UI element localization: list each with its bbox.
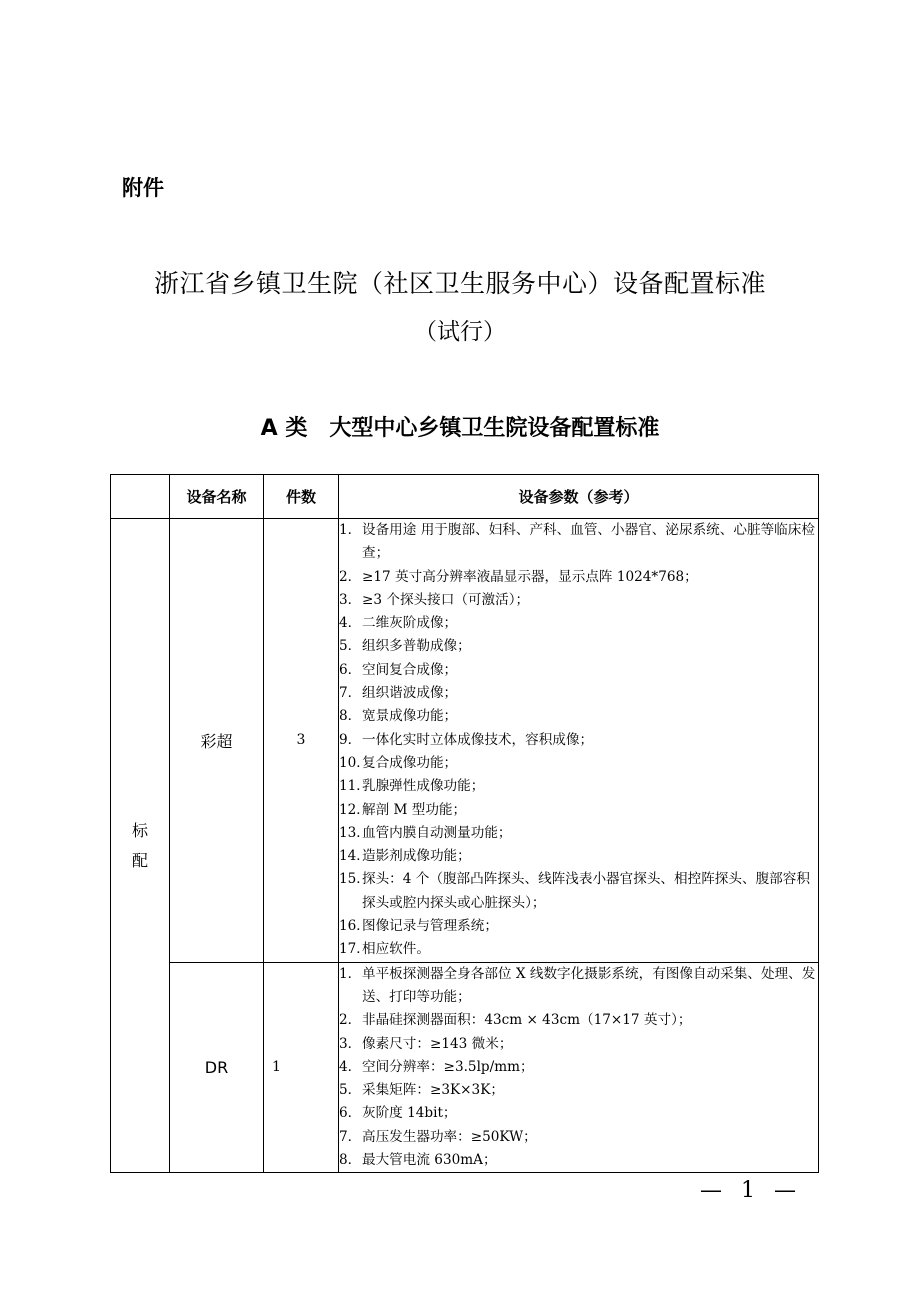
param-item <box>339 612 818 635</box>
section-heading <box>0 411 920 442</box>
param-item <box>339 519 818 566</box>
equipment-qty: 3 <box>264 519 339 963</box>
param-number: 12． <box>339 801 370 818</box>
document-subtitle: （试行） <box>414 319 506 345</box>
param-text: 一体化实时立体成像技术，容积成像； <box>362 731 594 748</box>
param-number: 4． <box>339 615 362 632</box>
header-cell-category <box>111 475 170 519</box>
param-text: 组织多普勒成像； <box>362 638 471 655</box>
param-number: 6． <box>339 661 362 678</box>
table-header-row <box>111 475 819 519</box>
param-item <box>339 868 818 915</box>
param-number: 1． <box>339 965 362 982</box>
section-title: 大型中心乡镇卫生院设备配置标准 <box>329 416 660 441</box>
param-item <box>339 938 818 961</box>
param-item <box>339 635 818 658</box>
param-item <box>339 589 818 612</box>
category-cell <box>111 519 170 1173</box>
equipment-params <box>339 962 819 1173</box>
param-number: 2． <box>339 1012 362 1029</box>
equipment-params <box>339 519 819 963</box>
param-item <box>339 1102 818 1125</box>
param-number: 14． <box>339 848 370 865</box>
param-number: 8． <box>339 708 362 725</box>
param-text: ≥3 个探头接口（可激活）； <box>362 591 530 608</box>
equipment-name: DR <box>170 962 264 1173</box>
param-number: 8． <box>339 1152 362 1169</box>
param-text: 像素尺寸：≥143 微米； <box>362 1035 513 1052</box>
param-item <box>339 1056 818 1079</box>
param-item <box>339 1033 818 1056</box>
param-item <box>339 1149 818 1172</box>
param-item <box>339 799 818 822</box>
param-number: 3． <box>339 1035 362 1052</box>
param-text: 图像记录与管理系统； <box>362 918 498 935</box>
equipment-qty: 1 <box>264 962 339 1173</box>
param-item <box>339 1079 818 1102</box>
document-title: 浙江省乡镇卫生院（社区卫生服务中心）设备配置标准 <box>153 269 766 298</box>
param-text: 非晶硅探测器面积：43cm × 43cm（17×17 英寸）； <box>362 1012 692 1029</box>
table-row <box>111 519 819 963</box>
param-number: 3． <box>339 591 362 608</box>
param-item <box>339 566 818 589</box>
param-number: 9． <box>339 731 362 748</box>
table-row <box>111 962 819 1173</box>
param-text: ≥17 英寸高分辨率液晶显示器，显示点阵 1024*768； <box>362 568 698 585</box>
param-number: 5． <box>339 1082 362 1099</box>
param-item <box>339 1009 818 1032</box>
param-text: 空间分辨率：≥3.5lp/mm； <box>362 1058 534 1075</box>
param-number: 5． <box>339 638 362 655</box>
page-number: — 1 — <box>700 1178 802 1203</box>
param-item <box>339 682 818 705</box>
param-number: 17． <box>339 941 370 958</box>
param-text: 解剖 M 型功能； <box>362 801 467 818</box>
param-text: 血管内膜自动测量功能； <box>362 824 512 841</box>
param-number: 6． <box>339 1105 362 1122</box>
attachment-label: 附件 <box>122 176 164 200</box>
header-cell-name: 设备名称 <box>170 475 264 519</box>
param-number: 2． <box>339 568 362 585</box>
param-item <box>339 752 818 775</box>
header-cell-qty: 件数 <box>264 475 339 519</box>
param-item <box>339 915 818 938</box>
param-number: 7． <box>339 685 362 702</box>
param-number: 13． <box>339 824 370 841</box>
param-text: 宽景成像功能； <box>362 708 458 725</box>
param-item <box>339 659 818 682</box>
param-number: 4． <box>339 1058 362 1075</box>
equipment-name: 彩超 <box>170 519 264 963</box>
param-text: 单平板探测器全身各部位 X 线数字化摄影系统，有图像自动采集、处理、发送、打印等功能； <box>362 965 816 1005</box>
param-list <box>339 519 818 962</box>
equipment-table <box>110 474 819 1173</box>
param-text: 乳腺弹性成像功能； <box>362 778 485 795</box>
param-item <box>339 1126 818 1149</box>
param-text: 二维灰阶成像； <box>362 615 458 632</box>
param-item <box>339 845 818 868</box>
param-text: 高压发生器功率：≥50KW； <box>362 1128 537 1145</box>
param-item <box>339 705 818 728</box>
param-number: 16． <box>339 918 370 935</box>
param-number: 7． <box>339 1128 362 1145</box>
param-text: 最大管电流 630mA； <box>362 1152 497 1169</box>
section-prefix: A 类 <box>260 416 308 441</box>
header-cell-params: 设备参数（参考） <box>339 475 819 519</box>
param-list <box>339 963 818 1173</box>
param-number: 15． <box>339 871 370 888</box>
param-text: 探头：4 个（腹部凸阵探头、线阵浅表小器官探头、相控阵探头、腹部容积探头或腔内探头或心脏探头）； <box>362 871 810 911</box>
param-item <box>339 822 818 845</box>
param-text: 复合成像功能； <box>362 754 458 771</box>
param-item <box>339 729 818 752</box>
param-item <box>339 963 818 1010</box>
param-number: 10． <box>339 754 370 771</box>
param-text: 采集矩阵：≥3K×3K； <box>362 1082 504 1099</box>
param-number: 11． <box>339 778 370 795</box>
param-text: 造影剂成像功能； <box>362 848 471 865</box>
param-text: 空间复合成像； <box>362 661 458 678</box>
param-number: 1． <box>339 522 362 538</box>
param-text: 相应软件。 <box>362 941 430 958</box>
category-char: 配 <box>131 850 148 870</box>
param-text: 灰阶度 14bit； <box>362 1105 457 1122</box>
param-text: 设备用途 用于腹部、妇科、产科、血管、小器官、泌尿系统、心脏等临床检查； <box>362 522 815 562</box>
param-text: 组织谐波成像； <box>362 685 458 702</box>
param-item <box>339 775 818 798</box>
category-char: 标 <box>131 820 148 840</box>
